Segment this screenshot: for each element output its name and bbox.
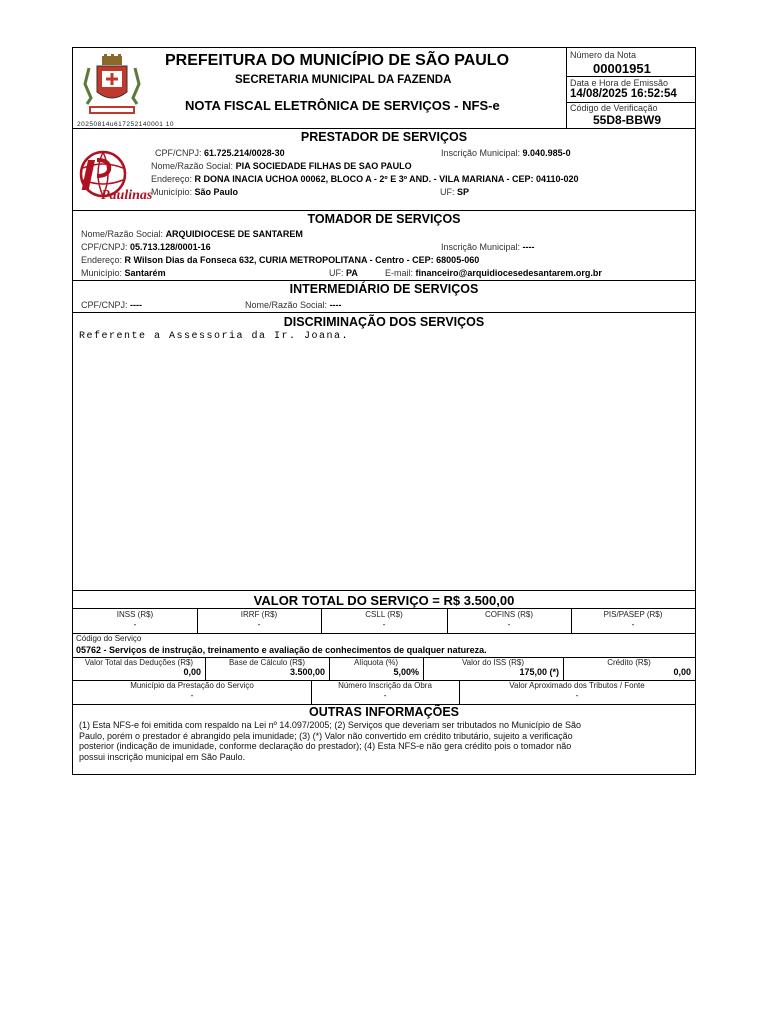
tomador-email-value: financeiro@arquidiocesedesantarem.org.br — [415, 268, 602, 278]
numero-nota-value: 00001951 — [593, 61, 651, 76]
tomador-uf-value: PA — [346, 268, 358, 278]
valor-total: VALOR TOTAL DO SERVIÇO = R$ 3.500,00 — [253, 593, 515, 608]
prestador-im-label: Inscrição Municipal: — [441, 148, 521, 158]
data-emissao-label: Data e Hora de Emissão — [570, 78, 669, 88]
pis-pasep-value: - — [631, 619, 635, 629]
irrf-value: - — [257, 619, 261, 629]
data-emissao-value: 14/08/2025 16:52:54 — [570, 88, 677, 100]
prestador-municipio-label: Município: — [151, 187, 193, 197]
tomador-title: TOMADOR DE SERVIÇOS — [307, 212, 461, 226]
tributos-aprox-label: Valor Aproximado dos Tributos / Fonte — [509, 681, 645, 690]
credito-label: Crédito (R$) — [607, 658, 651, 667]
pis-pasep-label: PIS/PASEP (R$) — [603, 610, 663, 619]
tomador-municipio-label: Município: — [81, 268, 123, 278]
discriminacao-title: DISCRIMINAÇÃO DOS SERVIÇOS — [283, 315, 485, 329]
tributos-aprox-value: - — [575, 690, 579, 700]
intermediario-nome-label: Nome/Razão Social: — [245, 300, 328, 310]
irrf-label: IRRF (R$) — [240, 610, 278, 619]
secretariat-title: SECRETARIA MUNICIPAL DA FAZENDA — [235, 74, 452, 86]
prestador-cnpj-value: 61.725.214/0028-30 — [204, 148, 285, 158]
tomador-uf-label: UF: — [329, 268, 344, 278]
prestador-municipio-value: São Paulo — [194, 187, 239, 197]
deducoes-value: 0,00 — [183, 667, 201, 677]
inss-label: INSS (R$) — [116, 610, 154, 619]
outras-line-1: (1) Esta NFS-e foi emitida com respaldo na Lei nº 14.097/2005; (2) Serviços que deveriam ser tributados no Município de São — [79, 720, 582, 730]
sao-paulo-coat-of-arms — [83, 54, 141, 120]
tomador-cnpj-value: 05.713.128/0001-16 — [130, 242, 211, 252]
cofins-value: - — [507, 619, 511, 629]
valor-iss-value: 175,00 (*) — [519, 667, 559, 677]
discriminacao-text: Referente a Assessoria da Ir. Joana. — [79, 331, 350, 342]
nfse-document — [72, 47, 696, 775]
base-calculo-label: Base de Cálculo (R$) — [228, 658, 306, 667]
aliquota-label: Alíquota (%) — [353, 658, 399, 667]
inscricao-obra-label: Número Inscrição da Obra — [338, 681, 432, 690]
tomador-nome-value: ARQUIDIOCESE DE SANTAREM — [165, 229, 303, 239]
credito-value: 0,00 — [673, 667, 691, 677]
aliquota-value: 5,00% — [393, 667, 419, 677]
intermediario-cnpj-value: ---- — [130, 300, 143, 310]
tomador-nome-label: Nome/Razão Social: — [81, 229, 164, 239]
csll-value: - — [382, 619, 386, 629]
barcode-text: 20250814u617252140001 10 — [77, 121, 174, 128]
tomador-cnpj-label: CPF/CNPJ: — [81, 242, 128, 252]
outras-line-2: Paulo, porém o prestador é abrangido pela imunidade; (3) (*) Valor não convertido em crédito tributário, sujeito a verificação — [79, 730, 573, 741]
tomador-email-label: E-mail: — [385, 268, 414, 278]
prestador-uf-label: UF: — [440, 187, 455, 197]
prestador-uf-value: SP — [457, 187, 470, 197]
tomador-endereco-value: R Wilson Dias da Fonseca 632, CURIA METROPOLITANA - Centro - CEP: 68005-060 — [124, 255, 480, 265]
paulinas-logo — [79, 146, 153, 208]
deducoes-label: Valor Total das Deduções (R$) — [84, 658, 194, 667]
municipality-title: PREFEITURA DO MUNICÍPIO DE SÃO PAULO — [165, 52, 510, 69]
municipio-prestacao-value: - — [190, 690, 194, 700]
prestador-nome-label: Nome/Razão Social: — [151, 161, 234, 171]
numero-nota-label: Número da Nota — [570, 50, 637, 60]
codigo-servico-value: 05762 - Serviços de instrução, treinamento e avaliação de conhecimentos de qualquer natureza. — [76, 645, 487, 655]
doc-type-title: NOTA FISCAL ELETRÔNICA DE SERVIÇOS - NFS-e — [185, 98, 500, 113]
tomador-municipio-value: Santarém — [124, 268, 166, 278]
prestador-endereco-label: Endereço: — [151, 174, 193, 184]
inscricao-obra-value: - — [383, 690, 387, 700]
paulinas-logo-text: Paulinas — [101, 188, 153, 203]
codigo-verificacao-value: 55D8-BBW9 — [593, 113, 662, 127]
tomador-im-value: ---- — [522, 242, 535, 252]
valor-iss-label: Valor do ISS (R$) — [461, 658, 525, 667]
intermediario-title: INTERMEDIÁRIO DE SERVIÇOS — [289, 282, 479, 296]
codigo-servico-label: Código do Serviço — [76, 634, 142, 643]
prestador-im-value: 9.040.985-0 — [522, 148, 571, 158]
prestador-title: PRESTADOR DE SERVIÇOS — [300, 130, 468, 144]
outras-informacoes-text — [79, 720, 581, 762]
prestador-endereco-value: R DONA INACIA UCHOA 00062, BLOCO A - 2º E 3º AND. - VILA MARIANA - CEP: 04110-020 — [194, 174, 579, 184]
outras-line-4: possui inscrição municipal em São Paulo. — [79, 751, 246, 762]
base-calculo-value: 3.500,00 — [289, 667, 325, 677]
outras-informacoes-title: OUTRAS INFORMAÇÕES — [309, 705, 459, 719]
csll-label: CSLL (R$) — [365, 610, 403, 619]
tomador-im-label: Inscrição Municipal: — [441, 242, 521, 252]
cofins-label: COFINS (R$) — [485, 610, 533, 619]
codigo-verificacao-label: Código de Verificação — [570, 103, 658, 113]
intermediario-cnpj-label: CPF/CNPJ: — [81, 300, 128, 310]
inss-value: - — [133, 619, 137, 629]
tomador-endereco-label: Endereço: — [81, 255, 123, 265]
outras-line-3: posterior (indicação de imunidade, conforme declaração do prestador); (4) Esta NFS-e não gera crédito pois o tomador não — [79, 741, 572, 752]
municipio-prestacao-label: Município da Prestação do Serviço — [130, 681, 254, 690]
prestador-cnpj-label: CPF/CNPJ: — [155, 148, 202, 158]
prestador-nome-value: PIA SOCIEDADE FILHAS DE SAO PAULO — [235, 161, 412, 171]
intermediario-nome-value: ---- — [329, 300, 342, 310]
